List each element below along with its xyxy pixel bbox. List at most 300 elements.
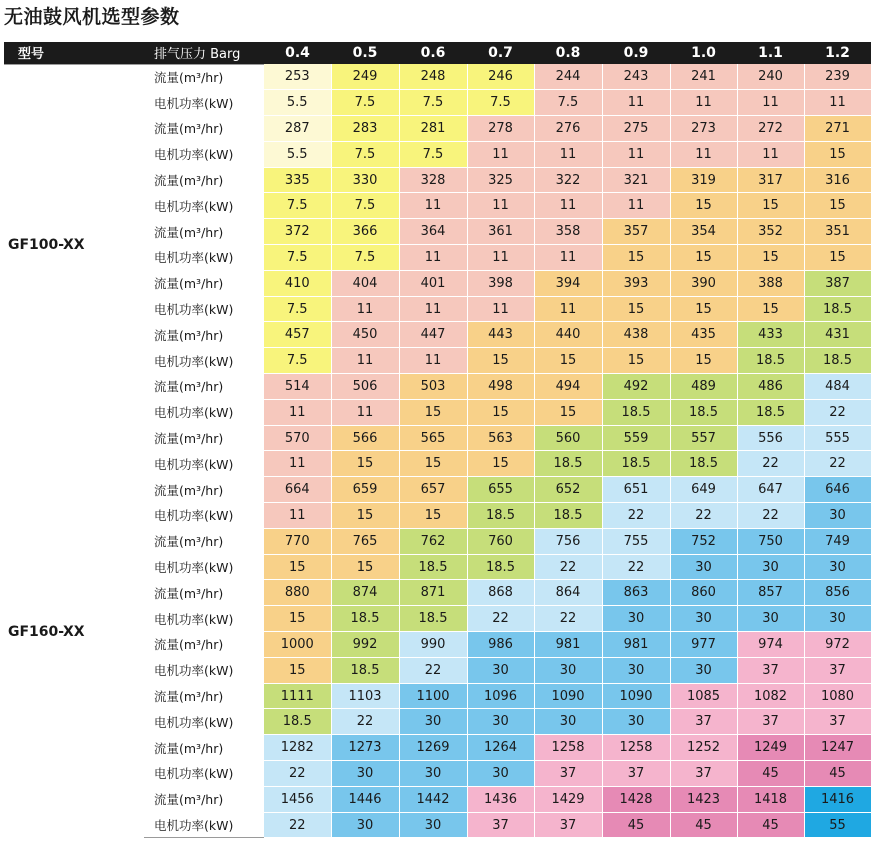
power-value-cell: 15 bbox=[264, 554, 331, 580]
flow-value-cell: 319 bbox=[670, 167, 737, 193]
power-value-cell: 11 bbox=[399, 245, 467, 271]
power-value-cell: 22 bbox=[602, 503, 670, 529]
table-body bbox=[4, 64, 871, 838]
flow-value-cell: 275 bbox=[602, 116, 670, 142]
power-value-cell: 11 bbox=[467, 245, 534, 271]
power-value-cell: 18.5 bbox=[670, 451, 737, 477]
flow-value-cell: 651 bbox=[602, 477, 670, 503]
flow-value-cell: 435 bbox=[670, 322, 737, 348]
power-value-cell: 30 bbox=[399, 709, 467, 735]
power-value-cell: 18.5 bbox=[602, 399, 670, 425]
flow-value-cell: 1000 bbox=[264, 632, 331, 658]
flow-value-cell: 322 bbox=[534, 167, 602, 193]
flow-value-cell: 762 bbox=[399, 528, 467, 554]
flow-label: 流量(m³/hr) bbox=[144, 580, 264, 606]
flow-value-cell: 492 bbox=[602, 374, 670, 400]
flow-label: 流量(m³/hr) bbox=[144, 683, 264, 709]
flow-value-cell: 372 bbox=[264, 219, 331, 245]
power-label: 电机功率(kW) bbox=[144, 90, 264, 116]
flow-value-cell: 1423 bbox=[670, 786, 737, 812]
power-value-cell: 37 bbox=[737, 709, 804, 735]
power-value-cell: 11 bbox=[670, 90, 737, 116]
power-value-cell: 15 bbox=[602, 245, 670, 271]
flow-label: 流量(m³/hr) bbox=[144, 632, 264, 658]
power-value-cell: 18.5 bbox=[602, 451, 670, 477]
power-label: 电机功率(kW) bbox=[144, 193, 264, 219]
flow-value-cell: 401 bbox=[399, 270, 467, 296]
power-value-cell: 7.5 bbox=[264, 193, 331, 219]
flow-value-cell: 563 bbox=[467, 425, 534, 451]
power-value-cell: 22 bbox=[602, 554, 670, 580]
power-value-cell: 30 bbox=[804, 606, 871, 632]
page-title: 无油鼓风机选型参数 bbox=[4, 6, 180, 28]
flow-value-cell: 1446 bbox=[331, 786, 399, 812]
power-value-cell: 15 bbox=[399, 399, 467, 425]
flow-value-cell: 990 bbox=[399, 632, 467, 658]
power-value-cell: 18.5 bbox=[804, 296, 871, 322]
power-value-cell: 15 bbox=[737, 193, 804, 219]
header-pressure-value: 1.2 bbox=[804, 42, 871, 64]
power-value-cell: 37 bbox=[467, 812, 534, 838]
power-value-cell: 37 bbox=[670, 709, 737, 735]
power-value-cell: 45 bbox=[804, 761, 871, 787]
flow-value-cell: 244 bbox=[534, 64, 602, 90]
flow-value-cell: 860 bbox=[670, 580, 737, 606]
power-value-cell: 37 bbox=[804, 709, 871, 735]
power-value-cell: 7.5 bbox=[331, 193, 399, 219]
flow-value-cell: 1456 bbox=[264, 786, 331, 812]
flow-label: 流量(m³/hr) bbox=[144, 528, 264, 554]
power-value-cell: 11 bbox=[737, 90, 804, 116]
flow-value-cell: 321 bbox=[602, 167, 670, 193]
power-value-cell: 7.5 bbox=[399, 90, 467, 116]
power-value-cell: 22 bbox=[399, 657, 467, 683]
flow-value-cell: 440 bbox=[534, 322, 602, 348]
power-value-cell: 30 bbox=[670, 606, 737, 632]
power-value-cell: 22 bbox=[737, 451, 804, 477]
power-label: 电机功率(kW) bbox=[144, 709, 264, 735]
flow-value-cell: 652 bbox=[534, 477, 602, 503]
power-value-cell: 30 bbox=[670, 657, 737, 683]
power-value-cell: 7.5 bbox=[264, 348, 331, 374]
flow-value-cell: 974 bbox=[737, 632, 804, 658]
flow-value-cell: 770 bbox=[264, 528, 331, 554]
header-pressure-value: 0.6 bbox=[399, 42, 467, 64]
power-value-cell: 18.5 bbox=[399, 606, 467, 632]
flow-value-cell: 560 bbox=[534, 425, 602, 451]
flow-value-cell: 457 bbox=[264, 322, 331, 348]
flow-value-cell: 752 bbox=[670, 528, 737, 554]
flow-value-cell: 1428 bbox=[602, 786, 670, 812]
flow-value-cell: 486 bbox=[737, 374, 804, 400]
flow-label: 流量(m³/hr) bbox=[144, 219, 264, 245]
flow-value-cell: 398 bbox=[467, 270, 534, 296]
power-value-cell: 30 bbox=[467, 761, 534, 787]
flow-value-cell: 325 bbox=[467, 167, 534, 193]
flow-value-cell: 484 bbox=[804, 374, 871, 400]
power-value-cell: 15 bbox=[331, 554, 399, 580]
flow-value-cell: 972 bbox=[804, 632, 871, 658]
power-value-cell: 30 bbox=[467, 709, 534, 735]
power-value-cell: 30 bbox=[534, 657, 602, 683]
flow-value-cell: 494 bbox=[534, 374, 602, 400]
flow-value-cell: 246 bbox=[467, 64, 534, 90]
power-value-cell: 18.5 bbox=[331, 606, 399, 632]
flow-value-cell: 243 bbox=[602, 64, 670, 90]
power-value-cell: 7.5 bbox=[331, 141, 399, 167]
power-value-cell: 45 bbox=[737, 812, 804, 838]
flow-value-cell: 1436 bbox=[467, 786, 534, 812]
power-value-cell: 15 bbox=[804, 141, 871, 167]
power-value-cell: 11 bbox=[804, 90, 871, 116]
flow-value-cell: 1258 bbox=[534, 735, 602, 761]
power-value-cell: 15 bbox=[467, 399, 534, 425]
flow-value-cell: 863 bbox=[602, 580, 670, 606]
flow-value-cell: 443 bbox=[467, 322, 534, 348]
flow-label: 流量(m³/hr) bbox=[144, 64, 264, 90]
power-value-cell: 22 bbox=[331, 709, 399, 735]
flow-value-cell: 874 bbox=[331, 580, 399, 606]
header-pressure-value: 0.9 bbox=[602, 42, 670, 64]
header-pressure-value: 0.7 bbox=[467, 42, 534, 64]
flow-value-cell: 273 bbox=[670, 116, 737, 142]
power-value-cell: 15 bbox=[534, 399, 602, 425]
flow-value-cell: 278 bbox=[467, 116, 534, 142]
flow-value-cell: 351 bbox=[804, 219, 871, 245]
power-value-cell: 7.5 bbox=[331, 245, 399, 271]
power-value-cell: 18.5 bbox=[534, 503, 602, 529]
power-value-cell: 7.5 bbox=[264, 296, 331, 322]
power-value-cell: 30 bbox=[331, 812, 399, 838]
flow-value-cell: 555 bbox=[804, 425, 871, 451]
flow-value-cell: 249 bbox=[331, 64, 399, 90]
flow-label: 流量(m³/hr) bbox=[144, 735, 264, 761]
flow-value-cell: 1258 bbox=[602, 735, 670, 761]
blower-selection-table bbox=[4, 42, 872, 838]
flow-label: 流量(m³/hr) bbox=[144, 167, 264, 193]
flow-value-cell: 404 bbox=[331, 270, 399, 296]
power-value-cell: 55 bbox=[804, 812, 871, 838]
flow-value-cell: 570 bbox=[264, 425, 331, 451]
flow-value-cell: 566 bbox=[331, 425, 399, 451]
power-value-cell: 11 bbox=[331, 399, 399, 425]
flow-value-cell: 1264 bbox=[467, 735, 534, 761]
flow-value-cell: 1090 bbox=[602, 683, 670, 709]
header-pressure: 排气压力 Barg bbox=[144, 42, 264, 64]
flow-value-cell: 1111 bbox=[264, 683, 331, 709]
flow-value-cell: 646 bbox=[804, 477, 871, 503]
flow-value-cell: 335 bbox=[264, 167, 331, 193]
power-value-cell: 45 bbox=[602, 812, 670, 838]
flow-value-cell: 977 bbox=[670, 632, 737, 658]
power-label: 电机功率(kW) bbox=[144, 606, 264, 632]
flow-value-cell: 1418 bbox=[737, 786, 804, 812]
power-value-cell: 45 bbox=[737, 761, 804, 787]
flow-value-cell: 514 bbox=[264, 374, 331, 400]
power-value-cell: 18.5 bbox=[804, 348, 871, 374]
flow-value-cell: 357 bbox=[602, 219, 670, 245]
flow-value-cell: 253 bbox=[264, 64, 331, 90]
flow-label: 流量(m³/hr) bbox=[144, 116, 264, 142]
flow-value-cell: 387 bbox=[804, 270, 871, 296]
power-value-cell: 30 bbox=[399, 812, 467, 838]
flow-value-cell: 664 bbox=[264, 477, 331, 503]
flow-value-cell: 647 bbox=[737, 477, 804, 503]
flow-value-cell: 1252 bbox=[670, 735, 737, 761]
flow-value-cell: 358 bbox=[534, 219, 602, 245]
flow-row bbox=[4, 425, 871, 451]
power-value-cell: 22 bbox=[264, 761, 331, 787]
flow-value-cell: 981 bbox=[534, 632, 602, 658]
power-label: 电机功率(kW) bbox=[144, 399, 264, 425]
power-value-cell: 15 bbox=[534, 348, 602, 374]
flow-value-cell: 410 bbox=[264, 270, 331, 296]
flow-value-cell: 431 bbox=[804, 322, 871, 348]
power-value-cell: 11 bbox=[534, 193, 602, 219]
power-value-cell: 18.5 bbox=[737, 399, 804, 425]
power-value-cell: 37 bbox=[534, 812, 602, 838]
model-label: GF100-XX bbox=[4, 64, 144, 425]
power-value-cell: 37 bbox=[804, 657, 871, 683]
flow-value-cell: 239 bbox=[804, 64, 871, 90]
power-value-cell: 5.5 bbox=[264, 90, 331, 116]
power-value-cell: 30 bbox=[670, 554, 737, 580]
flow-value-cell: 328 bbox=[399, 167, 467, 193]
flow-value-cell: 394 bbox=[534, 270, 602, 296]
power-value-cell: 18.5 bbox=[467, 554, 534, 580]
flow-value-cell: 498 bbox=[467, 374, 534, 400]
flow-value-cell: 1100 bbox=[399, 683, 467, 709]
power-value-cell: 15 bbox=[737, 245, 804, 271]
power-label: 电机功率(kW) bbox=[144, 451, 264, 477]
flow-label: 流量(m³/hr) bbox=[144, 270, 264, 296]
flow-value-cell: 871 bbox=[399, 580, 467, 606]
power-value-cell: 18.5 bbox=[331, 657, 399, 683]
flow-value-cell: 864 bbox=[534, 580, 602, 606]
flow-value-cell: 390 bbox=[670, 270, 737, 296]
flow-value-cell: 1096 bbox=[467, 683, 534, 709]
power-value-cell: 30 bbox=[602, 657, 670, 683]
flow-row bbox=[4, 64, 871, 90]
power-value-cell: 15 bbox=[399, 451, 467, 477]
flow-value-cell: 856 bbox=[804, 580, 871, 606]
flow-value-cell: 559 bbox=[602, 425, 670, 451]
flow-value-cell: 1442 bbox=[399, 786, 467, 812]
flow-value-cell: 281 bbox=[399, 116, 467, 142]
power-value-cell: 11 bbox=[467, 141, 534, 167]
power-label: 电机功率(kW) bbox=[144, 761, 264, 787]
flow-value-cell: 393 bbox=[602, 270, 670, 296]
flow-value-cell: 361 bbox=[467, 219, 534, 245]
flow-value-cell: 857 bbox=[737, 580, 804, 606]
power-value-cell: 7.5 bbox=[467, 90, 534, 116]
flow-value-cell: 655 bbox=[467, 477, 534, 503]
power-value-cell: 30 bbox=[737, 606, 804, 632]
flow-value-cell: 364 bbox=[399, 219, 467, 245]
power-value-cell: 15 bbox=[602, 296, 670, 322]
power-value-cell: 11 bbox=[264, 451, 331, 477]
flow-value-cell: 503 bbox=[399, 374, 467, 400]
flow-value-cell: 438 bbox=[602, 322, 670, 348]
flow-value-cell: 489 bbox=[670, 374, 737, 400]
power-value-cell: 22 bbox=[737, 503, 804, 529]
power-value-cell: 11 bbox=[467, 296, 534, 322]
power-value-cell: 15 bbox=[670, 348, 737, 374]
power-value-cell: 11 bbox=[399, 348, 467, 374]
power-value-cell: 30 bbox=[737, 554, 804, 580]
flow-value-cell: 756 bbox=[534, 528, 602, 554]
header-pressure-value: 1.1 bbox=[737, 42, 804, 64]
flow-value-cell: 1085 bbox=[670, 683, 737, 709]
power-value-cell: 5.5 bbox=[264, 141, 331, 167]
power-value-cell: 11 bbox=[534, 245, 602, 271]
flow-value-cell: 556 bbox=[737, 425, 804, 451]
flow-value-cell: 433 bbox=[737, 322, 804, 348]
flow-label: 流量(m³/hr) bbox=[144, 786, 264, 812]
flow-value-cell: 880 bbox=[264, 580, 331, 606]
power-value-cell: 22 bbox=[534, 606, 602, 632]
header-pressure-value: 0.5 bbox=[331, 42, 399, 64]
power-label: 电机功率(kW) bbox=[144, 141, 264, 167]
power-value-cell: 30 bbox=[534, 709, 602, 735]
power-value-cell: 18.5 bbox=[467, 503, 534, 529]
flow-value-cell: 1282 bbox=[264, 735, 331, 761]
power-value-cell: 15 bbox=[264, 657, 331, 683]
power-value-cell: 22 bbox=[264, 812, 331, 838]
power-label: 电机功率(kW) bbox=[144, 657, 264, 683]
power-value-cell: 18.5 bbox=[399, 554, 467, 580]
flow-value-cell: 565 bbox=[399, 425, 467, 451]
power-label: 电机功率(kW) bbox=[144, 296, 264, 322]
power-value-cell: 15 bbox=[670, 193, 737, 219]
power-value-cell: 30 bbox=[804, 554, 871, 580]
power-value-cell: 15 bbox=[331, 451, 399, 477]
power-value-cell: 11 bbox=[331, 296, 399, 322]
power-value-cell: 37 bbox=[670, 761, 737, 787]
power-value-cell: 11 bbox=[399, 296, 467, 322]
power-value-cell: 15 bbox=[804, 245, 871, 271]
flow-value-cell: 330 bbox=[331, 167, 399, 193]
flow-label: 流量(m³/hr) bbox=[144, 374, 264, 400]
flow-value-cell: 1249 bbox=[737, 735, 804, 761]
flow-value-cell: 287 bbox=[264, 116, 331, 142]
flow-value-cell: 276 bbox=[534, 116, 602, 142]
power-value-cell: 11 bbox=[331, 348, 399, 374]
flow-value-cell: 750 bbox=[737, 528, 804, 554]
flow-label: 流量(m³/hr) bbox=[144, 322, 264, 348]
power-label: 电机功率(kW) bbox=[144, 554, 264, 580]
power-value-cell: 30 bbox=[602, 606, 670, 632]
flow-value-cell: 1103 bbox=[331, 683, 399, 709]
power-value-cell: 15 bbox=[670, 245, 737, 271]
power-value-cell: 18.5 bbox=[737, 348, 804, 374]
header-model: 型号 bbox=[4, 42, 144, 64]
flow-value-cell: 354 bbox=[670, 219, 737, 245]
flow-value-cell: 1082 bbox=[737, 683, 804, 709]
header-row bbox=[4, 42, 871, 64]
flow-value-cell: 241 bbox=[670, 64, 737, 90]
flow-value-cell: 1429 bbox=[534, 786, 602, 812]
power-value-cell: 7.5 bbox=[534, 90, 602, 116]
flow-value-cell: 749 bbox=[804, 528, 871, 554]
power-value-cell: 30 bbox=[602, 709, 670, 735]
power-value-cell: 15 bbox=[264, 606, 331, 632]
flow-label: 流量(m³/hr) bbox=[144, 477, 264, 503]
power-value-cell: 18.5 bbox=[534, 451, 602, 477]
power-label: 电机功率(kW) bbox=[144, 245, 264, 271]
power-value-cell: 18.5 bbox=[670, 399, 737, 425]
power-value-cell: 11 bbox=[602, 193, 670, 219]
flow-value-cell: 1269 bbox=[399, 735, 467, 761]
flow-value-cell: 450 bbox=[331, 322, 399, 348]
power-value-cell: 30 bbox=[399, 761, 467, 787]
power-value-cell: 15 bbox=[737, 296, 804, 322]
power-value-cell: 45 bbox=[670, 812, 737, 838]
power-value-cell: 22 bbox=[804, 451, 871, 477]
flow-value-cell: 447 bbox=[399, 322, 467, 348]
flow-value-cell: 272 bbox=[737, 116, 804, 142]
power-value-cell: 37 bbox=[534, 761, 602, 787]
power-value-cell: 22 bbox=[804, 399, 871, 425]
flow-value-cell: 1416 bbox=[804, 786, 871, 812]
power-value-cell: 11 bbox=[264, 503, 331, 529]
power-value-cell: 11 bbox=[534, 296, 602, 322]
flow-value-cell: 557 bbox=[670, 425, 737, 451]
flow-value-cell: 1273 bbox=[331, 735, 399, 761]
flow-value-cell: 271 bbox=[804, 116, 871, 142]
power-label: 电机功率(kW) bbox=[144, 812, 264, 838]
power-value-cell: 11 bbox=[602, 90, 670, 116]
flow-value-cell: 317 bbox=[737, 167, 804, 193]
flow-value-cell: 659 bbox=[331, 477, 399, 503]
power-value-cell: 11 bbox=[264, 399, 331, 425]
model-label: GF160-XX bbox=[4, 425, 144, 838]
power-value-cell: 30 bbox=[804, 503, 871, 529]
power-value-cell: 11 bbox=[534, 141, 602, 167]
flow-value-cell: 765 bbox=[331, 528, 399, 554]
power-value-cell: 11 bbox=[399, 193, 467, 219]
power-value-cell: 11 bbox=[670, 141, 737, 167]
flow-value-cell: 760 bbox=[467, 528, 534, 554]
flow-value-cell: 248 bbox=[399, 64, 467, 90]
header-pressure-value: 0.8 bbox=[534, 42, 602, 64]
flow-value-cell: 316 bbox=[804, 167, 871, 193]
flow-value-cell: 1247 bbox=[804, 735, 871, 761]
power-value-cell: 15 bbox=[467, 451, 534, 477]
power-value-cell: 15 bbox=[331, 503, 399, 529]
power-value-cell: 22 bbox=[670, 503, 737, 529]
power-value-cell: 15 bbox=[670, 296, 737, 322]
power-value-cell: 30 bbox=[331, 761, 399, 787]
power-label: 电机功率(kW) bbox=[144, 503, 264, 529]
flow-value-cell: 506 bbox=[331, 374, 399, 400]
flow-label: 流量(m³/hr) bbox=[144, 425, 264, 451]
flow-value-cell: 366 bbox=[331, 219, 399, 245]
power-value-cell: 11 bbox=[467, 193, 534, 219]
power-value-cell: 15 bbox=[467, 348, 534, 374]
flow-value-cell: 1080 bbox=[804, 683, 871, 709]
power-value-cell: 7.5 bbox=[399, 141, 467, 167]
power-value-cell: 15 bbox=[804, 193, 871, 219]
power-value-cell: 7.5 bbox=[264, 245, 331, 271]
power-value-cell: 7.5 bbox=[331, 90, 399, 116]
power-value-cell: 37 bbox=[602, 761, 670, 787]
power-value-cell: 22 bbox=[534, 554, 602, 580]
flow-value-cell: 388 bbox=[737, 270, 804, 296]
flow-value-cell: 657 bbox=[399, 477, 467, 503]
power-label: 电机功率(kW) bbox=[144, 348, 264, 374]
power-value-cell: 22 bbox=[467, 606, 534, 632]
